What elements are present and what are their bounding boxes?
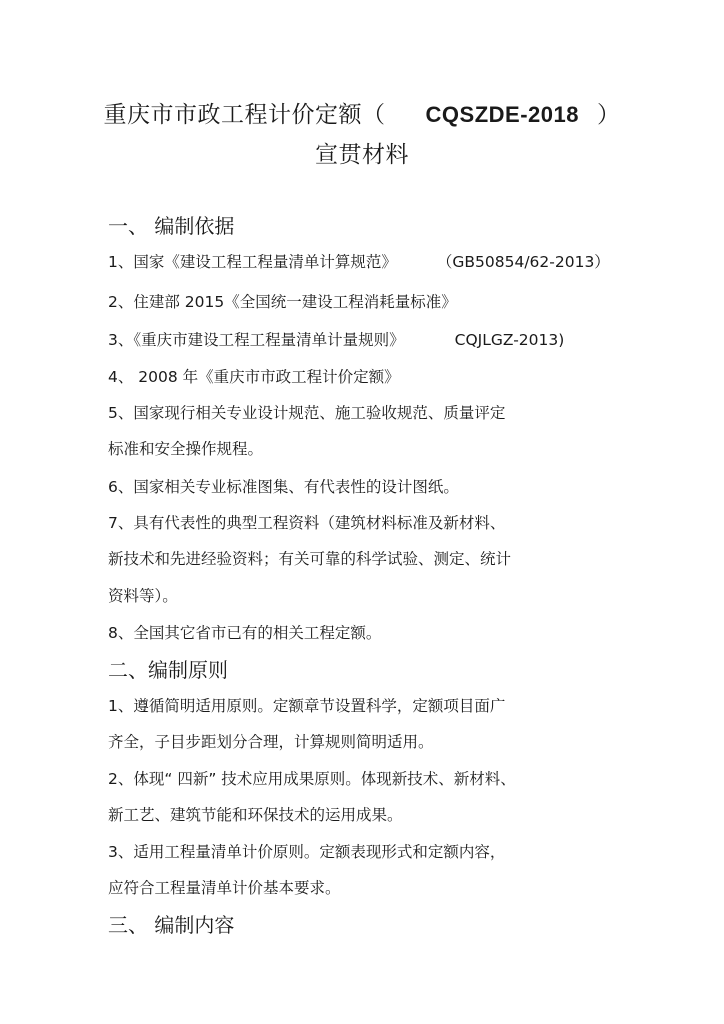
paragraph-line: 新技术和先进经验资料；有关可靠的科学试验、测定、统计	[108, 550, 512, 568]
paragraph-line: 4、 2008 年《重庆市市政工程计价定额》	[108, 368, 400, 386]
title-suffix: ）	[596, 102, 621, 128]
paragraph-line: 3、适用工程量清单计价原则。定额表现形式和定额内容，	[108, 843, 506, 861]
paragraph-line: 资料等）。	[108, 587, 178, 605]
paragraph-line: 2、住建部 2015《全国统一建设工程消耗量标准》	[108, 293, 457, 311]
document-title-line-2: 宣贯材料	[315, 142, 409, 168]
title-prefix: 重庆市市政工程计价定额（	[103, 102, 386, 128]
line-text: 1、国家《建设工程工程量清单计算规范》	[108, 253, 397, 271]
paragraph-line: 1、遵循简明适用原则。定额章节设置科学，定额项目面广	[108, 697, 506, 715]
line-text: CQJLGZ-2013)	[454, 331, 565, 349]
paragraph-line: 6、国家相关专业标准图集、有代表性的设计图纸。	[108, 478, 459, 496]
section-heading-principles: 二、编制原则	[108, 658, 228, 682]
paragraph-line: 应符合工程量清单计价基本要求。	[108, 879, 341, 897]
paragraph-line: 2、体现“ 四新” 技术应用成果原则。体现新技术、新材料、	[108, 770, 516, 788]
document-title-line-1	[0, 96, 724, 129]
section-heading-contents: 三、 编制内容	[108, 913, 235, 937]
paragraph-line	[108, 250, 610, 272]
paragraph-line: 标准和安全操作规程。	[108, 440, 264, 458]
line-text: （GB50854/62-2013）	[436, 253, 610, 271]
paragraph-line: 5、国家现行相关专业设计规范、施工验收规范、质量评定	[108, 404, 506, 422]
paragraph-line	[108, 328, 564, 350]
title-code: CQSZDE-2018	[425, 102, 579, 127]
paragraph-line: 齐全，子目步距划分合理，计算规则简明适用。	[108, 733, 434, 751]
line-text: 3、《重庆市建设工程工程量清单计量规则》	[108, 331, 405, 349]
section-heading-basis: 一、 编制依据	[108, 214, 235, 238]
paragraph-line: 8、全国其它省市已有的相关工程定额。	[108, 624, 382, 642]
paragraph-line: 7、具有代表性的典型工程资料（建筑材料标准及新材料、	[108, 514, 506, 532]
paragraph-line: 新工艺、建筑节能和环保技术的运用成果。	[108, 806, 403, 824]
